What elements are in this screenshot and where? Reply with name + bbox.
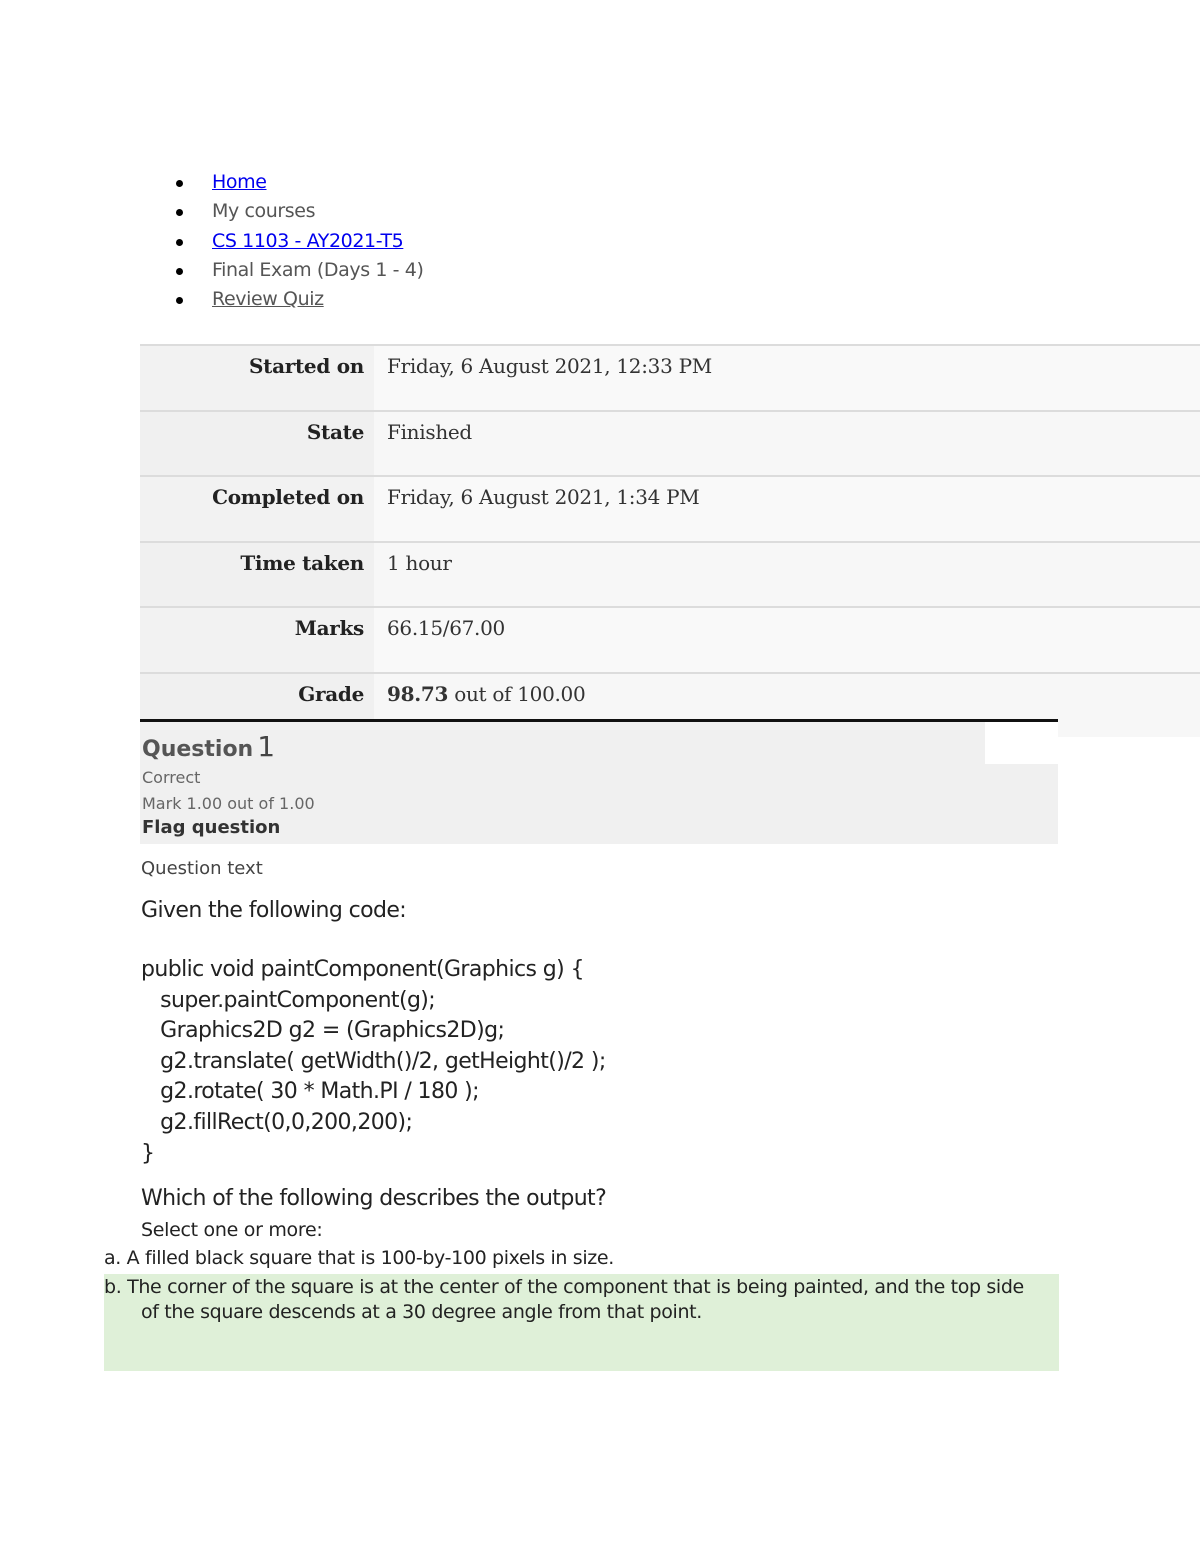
review-quiz-link[interactable]: Review Quiz [212,288,324,311]
code-line: g2.translate( getWidth()/2, getHeight()/2 ); [141,1048,606,1074]
summary-value: 66.15/67.00 [374,608,1200,672]
question-number: 1 [257,730,276,763]
summary-value: Friday, 6 August 2021, 1:34 PM [374,477,1200,541]
code-block [141,955,606,1169]
question-body [141,898,606,1169]
breadcrumb-item-my-courses [176,197,423,226]
code-line: super.paintComponent(g); [141,987,436,1013]
question-title-label: Question [142,737,254,762]
answer-b-line1: b. The corner of the square is at the center of the component that is being painted, and the top side [104,1276,1024,1298]
question-intro: Given the following code: [141,898,407,923]
summary-row-started [140,344,1200,410]
summary-label: Started on [140,346,374,410]
answer-option-a[interactable]: a. A filled black square that is 100-by-100 pixels in size. [104,1247,614,1269]
info-notch [985,722,1058,764]
summary-label: Time taken [140,543,374,607]
my-courses-text: My courses [212,200,316,223]
summary-row-time [140,541,1200,607]
summary-label: Marks [140,608,374,672]
quiz-summary-table [140,344,1200,737]
question-title [142,730,275,763]
breadcrumb-item-review[interactable] [176,285,423,314]
breadcrumb-item-exam [176,256,423,285]
code-line: public void paintComponent(Graphics g) { [141,957,584,982]
breadcrumb [176,168,423,314]
question-info [140,719,1058,844]
grade-out-of: out of 100.00 [448,681,586,706]
summary-label: Completed on [140,477,374,541]
grade-score: 98.73 [387,681,449,706]
breadcrumb-item-home[interactable] [176,168,423,197]
code-line: } [141,1140,155,1166]
summary-value: Finished [374,412,1200,476]
answer-option-b-correct[interactable] [104,1274,1059,1371]
question-mark: Mark 1.00 out of 1.00 [142,794,315,813]
summary-row-marks [140,606,1200,672]
summary-label: Grade [140,674,374,738]
answer-b-line2: of the square descends at a 30 degree angle from that point. [141,1301,702,1323]
home-link[interactable]: Home [212,171,267,193]
summary-row-state [140,410,1200,476]
code-line: g2.fillRect(0,0,200,200); [141,1109,413,1135]
summary-label: State [140,412,374,476]
code-line: g2.rotate( 30 * Math.PI / 180 ); [141,1079,479,1105]
question-prompt: Which of the following describes the output? [141,1186,607,1211]
code-line: Graphics2D g2 = (Graphics2D)g; [141,1018,505,1044]
question-state: Correct [142,768,201,787]
select-instructions: Select one or more: [141,1219,323,1241]
summary-value: 1 hour [374,543,1200,607]
summary-value: Friday, 6 August 2021, 12:33 PM [374,346,1200,410]
breadcrumb-item-course[interactable] [176,227,423,256]
question-text-label: Question text [141,858,263,879]
exam-text: Final Exam (Days 1 - 4) [212,258,424,281]
flag-question-button[interactable]: Flag question [142,817,281,838]
course-link[interactable]: CS 1103 - AY2021-T5 [212,229,404,252]
summary-row-completed [140,475,1200,541]
